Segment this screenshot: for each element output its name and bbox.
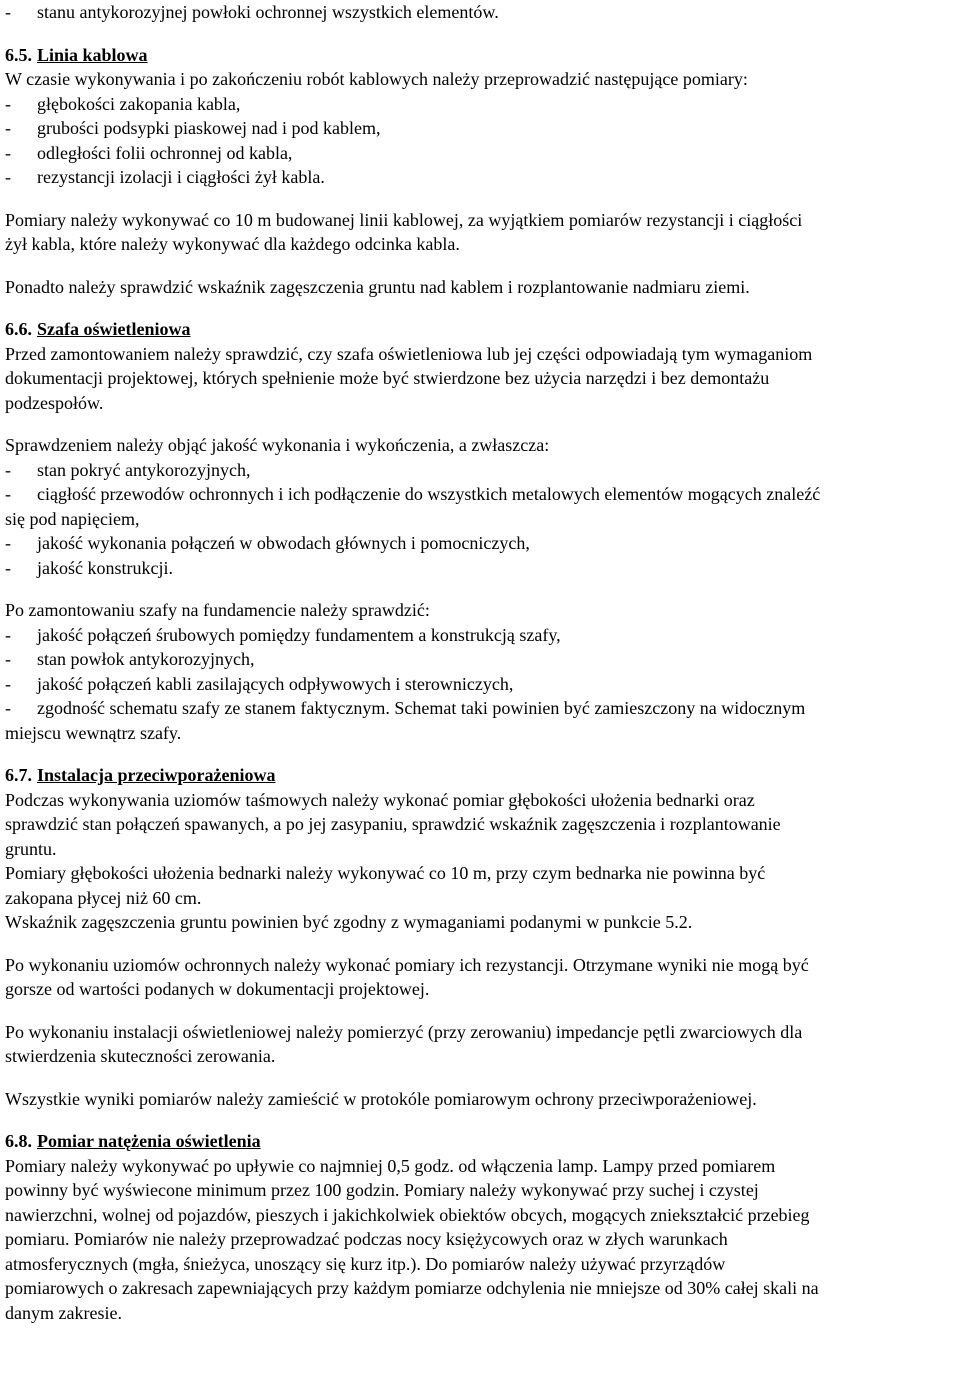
bullet-dash: - [5, 484, 11, 504]
list-item-text: grubości podsypki piaskowej nad i pod kablem, [37, 118, 381, 138]
list-item-text: jakość konstrukcji. [37, 557, 173, 578]
bullet-dash: - [5, 557, 11, 578]
paragraph-line: Po zamontowaniu szafy na fundamencie należy sprawdzić: [5, 600, 430, 620]
paragraph-line: Wskaźnik zagęszczenia gruntu powinien być zgodny z wymaganiami podanymi w punkcie 5.2. [5, 912, 693, 932]
paragraph-line: żył kabla, które należy wykonywać dla każdego odcinka kabla. [5, 234, 460, 254]
bullet-dash: - [5, 533, 11, 553]
list-item-text: rezystancji izolacji i ciągłości żył kabla. [37, 167, 325, 187]
list-item [5, 141, 950, 166]
paragraph-line: Po wykonaniu uziomów ochronnych należy wykonać pomiary ich rezystancji. Otrzymane wyniki nie mogą być [5, 954, 809, 975]
section-heading-6-6 [5, 317, 950, 342]
list-item [5, 482, 950, 507]
bullet-dash: - [5, 2, 11, 22]
list-item-continuation: miejscu wewnątrz szafy. [5, 722, 182, 743]
bullet-dash: - [5, 624, 11, 645]
list-item [5, 623, 950, 648]
section-number: 6.7. [5, 765, 32, 785]
section-title: Szafa oświetleniowa [37, 319, 191, 339]
paragraph-line: powinny być wyświecone minimum przez 100 godzin. Pomiary należy wykonywać przy suchej i czystej [5, 1180, 759, 1200]
list-item-continuation: się pod napięciem, [5, 508, 140, 529]
paragraph-line: Ponadto należy sprawdzić wskaźnik zagęszczenia gruntu nad kablem i rozplantowanie nadmiaru ziemi. [5, 276, 750, 297]
bullet-dash: - [5, 142, 11, 163]
list-item [5, 92, 950, 117]
paragraph-line: gruntu. [5, 838, 57, 859]
paragraph-line: nawierzchni, wolnej od pojazdów, pieszych i jakichkolwiek obiektów obcych, mogących zniekształcić przebieg [5, 1204, 810, 1225]
list-item-text: stan pokryć antykorozyjnych, [37, 459, 251, 480]
section-number: 6.6. [5, 319, 32, 339]
paragraph-line: W czasie wykonywania i po zakończeniu robót kablowych należy przeprowadzić następujące pomiary: [5, 69, 748, 89]
paragraph-line: danym zakresie. [5, 1302, 122, 1323]
paragraph-line: Pomiary głębokości ułożenia bednarki należy wykonywać co 10 m, przy czym bednarka nie powinna być [5, 863, 766, 883]
section-heading-6-7 [5, 763, 950, 788]
paragraph-line: atmosferycznych (mgła, śnieżyca, unoszący się kurz itp.). Do pomiarów należy używać przyrządów [5, 1253, 726, 1274]
paragraph-line: Po wykonaniu instalacji oświetleniowej należy pomierzyć (przy zerowaniu) impedancje pętli zwarciowych dla [5, 1021, 803, 1042]
list-item-text: jakość połączeń śrubowych pomiędzy fundamentem a konstrukcją szafy, [37, 624, 561, 645]
bullet-dash: - [5, 93, 11, 114]
bullet-dash: - [5, 649, 11, 669]
list-item [5, 696, 950, 721]
paragraph-line: Podczas wykonywania uziomów taśmowych należy wykonać pomiar głębokości ułożenia bednarki oraz [5, 789, 755, 810]
paragraph-line: zakopana płycej niż 60 cm. [5, 887, 202, 908]
list-item [5, 458, 950, 483]
section-heading-6-5 [5, 43, 950, 68]
list-item [5, 0, 950, 25]
section-title: Linia kablowa [37, 44, 148, 65]
paragraph-line: Sprawdzeniem należy objąć jakość wykonania i wykończenia, a zwłaszcza: [5, 435, 550, 455]
paragraph-line: gorsze od wartości podanych w dokumentacji projektowej. [5, 979, 430, 999]
paragraph-line: Wszystkie wyniki pomiarów należy zamieścić w protokóle pomiarowym ochrony przeciwporażeniowej. [5, 1088, 757, 1109]
bullet-dash: - [5, 673, 11, 694]
paragraph-line: pomiaru. Pomiarów nie należy przeprowadzać podczas nocy księżycowych oraz w złych warunkach [5, 1229, 728, 1249]
section-number: 6.8. [5, 1131, 32, 1151]
paragraph-line: Pomiary należy wykonywać po upływie co najmniej 0,5 godz. od włączenia lamp. Lampy przed pomiarem [5, 1155, 776, 1176]
document-page [5, 0, 950, 1325]
bullet-dash: - [5, 698, 11, 718]
list-item-text: jakość wykonania połączeń w obwodach głównych i pomocniczych, [37, 533, 530, 553]
paragraph-line: Pomiary należy wykonywać co 10 m budowanej linii kablowej, za wyjątkiem pomiarów rezystancji i ciągłości [5, 209, 803, 230]
paragraph-line: podzespołów. [5, 392, 104, 413]
bullet-dash: - [5, 459, 11, 480]
section-number: 6.5. [5, 44, 32, 65]
section-title: Pomiar natężenia oświetlenia [37, 1131, 261, 1151]
paragraph-line: Przed zamontowaniem należy sprawdzić, czy szafa oświetleniowa lub jej części odpowiadają tym wymaganiom [5, 343, 813, 364]
list-item-text: stanu antykorozyjnej powłoki ochronnej wszystkich elementów. [37, 2, 499, 22]
list-item [5, 116, 950, 141]
list-item-text: ciągłość przewodów ochronnych i ich podłączenie do wszystkich metalowych elementów mogących znaleźć [37, 484, 821, 504]
paragraph-line: sprawdzić stan połączeń spawanych, a po jej zasypaniu, sprawdzić wskaźnik zagęszczenia i rozplantowanie [5, 814, 781, 834]
section-title: Instalacja przeciwporażeniowa [37, 765, 276, 785]
list-item-text: stan powłok antykorozyjnych, [37, 649, 255, 669]
bullet-dash: - [5, 118, 11, 138]
list-item [5, 647, 950, 672]
list-item [5, 672, 950, 697]
paragraph-line: dokumentacji projektowej, których spełnienie może być stwierdzone bez użycia narzędzi i bez demontażu [5, 368, 770, 388]
bullet-dash: - [5, 167, 11, 187]
paragraph-line: stwierdzenia skuteczności zerowania. [5, 1046, 276, 1066]
list-item-text: odległości folii ochronnej od kabla, [37, 142, 293, 163]
list-item-text: zgodność schematu szafy ze stanem faktycznym. Schemat taki powinien być zamieszczony na widocznym [37, 698, 806, 718]
list-item-text: głębokości zakopania kabla, [37, 93, 241, 114]
list-item-text: jakość połączeń kabli zasilających odpływowych i sterowniczych, [37, 673, 514, 694]
section-heading-6-8 [5, 1129, 950, 1154]
list-item [5, 556, 950, 581]
list-item [5, 531, 950, 556]
paragraph-line: pomiarowych o zakresach zapewniających przy każdym pomiarze odchylenia nie mniejsze od 30% całej skali na [5, 1278, 819, 1298]
list-item [5, 165, 950, 190]
